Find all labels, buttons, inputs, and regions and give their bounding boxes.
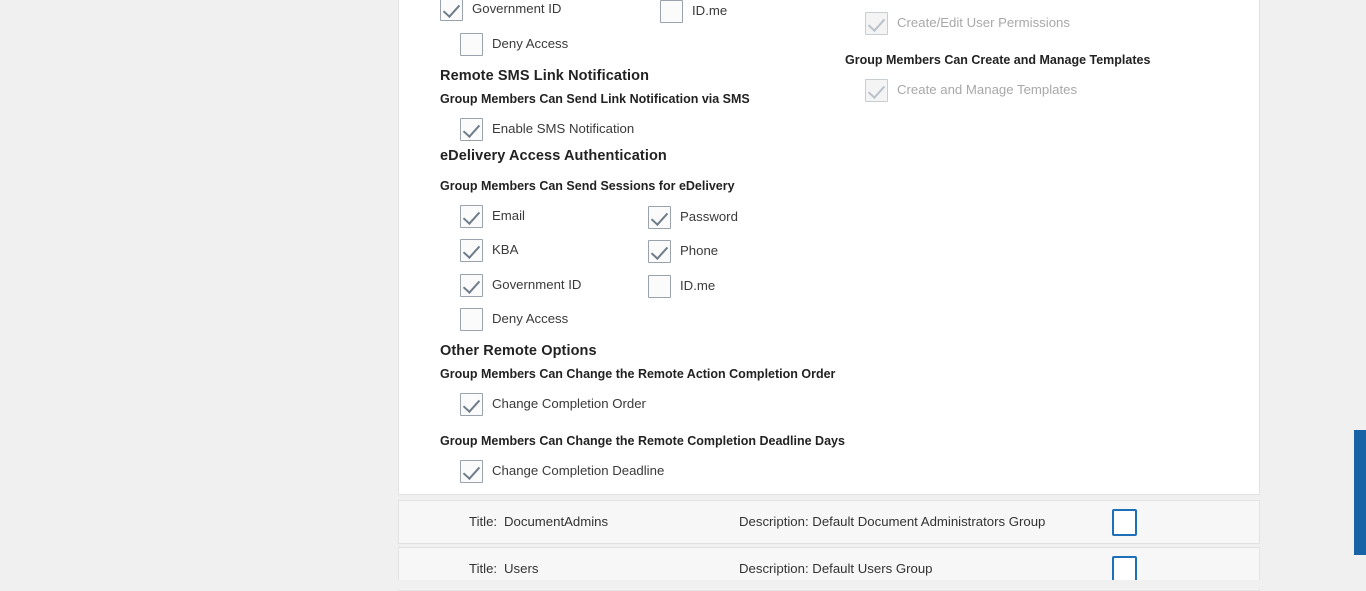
checkbox-row-edelivery-government-id[interactable] [460, 274, 660, 308]
checkbox-row-edelivery-phone[interactable] [648, 240, 848, 274]
group-list-row-documentadmins[interactable] [398, 500, 1260, 544]
section-title-other-remote-options: Other Remote Options [440, 343, 597, 359]
checkbox-edelivery-deny-access[interactable] [460, 308, 483, 331]
checkbox-row-edelivery-idme[interactable] [648, 275, 848, 309]
checkbox-label-change-completion-deadline: Change Completion Deadline [492, 463, 665, 478]
section-subtitle-remote-completion-deadline: Group Members Can Change the Remote Completion Deadline Days [440, 434, 845, 448]
checkbox-row-enable-sms-notification[interactable] [460, 118, 860, 152]
group-title-label-0: Title: [469, 514, 498, 529]
checkbox-row-change-completion-order[interactable] [460, 393, 860, 427]
group-expand-checkbox-1[interactable] [1112, 556, 1137, 583]
checkbox-label-edelivery-email: Email [492, 208, 525, 223]
section-subtitle-remote-sms: Group Members Can Send Link Notification via SMS [440, 92, 750, 106]
group-title-value-1: Users [504, 561, 539, 576]
checkbox-row-deny-access-top[interactable] [460, 33, 860, 67]
checkbox-change-completion-deadline[interactable] [460, 460, 483, 483]
checkbox-label-change-completion-order: Change Completion Order [492, 396, 646, 411]
checkbox-label-edelivery-phone: Phone [680, 243, 719, 258]
checkbox-label-edelivery-kba: KBA [492, 242, 519, 257]
checkbox-label-government-id-top: Government ID [472, 1, 562, 16]
section-title-remote-sms: Remote SMS Link Notification [440, 68, 650, 84]
checkbox-label-create-edit-user-permissions: Create/Edit User Permissions [897, 15, 1070, 30]
checkbox-row-edelivery-kba[interactable] [460, 239, 660, 273]
checkbox-row-edelivery-deny-access[interactable] [460, 308, 860, 342]
group-description-1: Description: Default Users Group [739, 561, 933, 576]
checkbox-row-create-and-manage-templates [865, 79, 1245, 113]
group-permissions-panel [398, 0, 1260, 495]
section-title-edelivery-auth: eDelivery Access Authentication [440, 148, 667, 164]
checkbox-edelivery-email[interactable] [460, 205, 483, 228]
checkbox-label-edelivery-idme: ID.me [680, 278, 716, 293]
checkbox-label-create-and-manage-templates: Create and Manage Templates [897, 82, 1078, 97]
checkbox-create-and-manage-templates [865, 79, 888, 102]
checkbox-enable-sms-notification[interactable] [460, 118, 483, 141]
section-subtitle-manage-templates: Group Members Can Create and Manage Templates [845, 53, 1151, 67]
group-title-value-0: DocumentAdmins [504, 514, 609, 529]
group-description-0: Description: Default Document Administrators Group [739, 514, 1046, 529]
checkbox-edelivery-idme[interactable] [648, 275, 671, 298]
checkbox-label-edelivery-government-id: Government ID [492, 277, 582, 292]
checkbox-row-edelivery-password[interactable] [648, 206, 848, 240]
checkbox-label-deny-access-top: Deny Access [492, 36, 569, 51]
checkbox-edelivery-government-id[interactable] [460, 274, 483, 297]
checkbox-label-edelivery-password: Password [680, 209, 738, 224]
scrollbar-thumb[interactable] [1354, 430, 1366, 555]
checkbox-create-edit-user-permissions [865, 12, 888, 35]
section-subtitle-remote-action-completion-order: Group Members Can Change the Remote Action Completion Order [440, 367, 836, 381]
checkbox-edelivery-phone[interactable] [648, 240, 671, 263]
checkbox-label-idme-top: ID.me [692, 3, 728, 18]
checkbox-row-idme-top[interactable] [660, 0, 860, 34]
checkbox-deny-access-top[interactable] [460, 33, 483, 56]
checkbox-edelivery-kba[interactable] [460, 239, 483, 262]
checkbox-row-edelivery-email[interactable] [460, 205, 660, 239]
group-expand-checkbox-0[interactable] [1112, 509, 1137, 536]
checkbox-government-id-top[interactable] [440, 0, 463, 21]
checkbox-edelivery-password[interactable] [648, 206, 671, 229]
group-title-label-1: Title: [469, 561, 498, 576]
checkbox-label-edelivery-deny-access: Deny Access [492, 311, 569, 326]
checkbox-change-completion-order[interactable] [460, 393, 483, 416]
checkbox-idme-top[interactable] [660, 0, 683, 23]
page-bottom-strip [0, 580, 1366, 589]
checkbox-row-change-completion-deadline[interactable] [460, 460, 860, 494]
checkbox-label-enable-sms-notification: Enable SMS Notification [492, 121, 635, 136]
section-subtitle-edelivery-auth: Group Members Can Send Sessions for eDelivery [440, 179, 735, 193]
checkbox-row-create-edit-user-permissions [865, 12, 1245, 46]
